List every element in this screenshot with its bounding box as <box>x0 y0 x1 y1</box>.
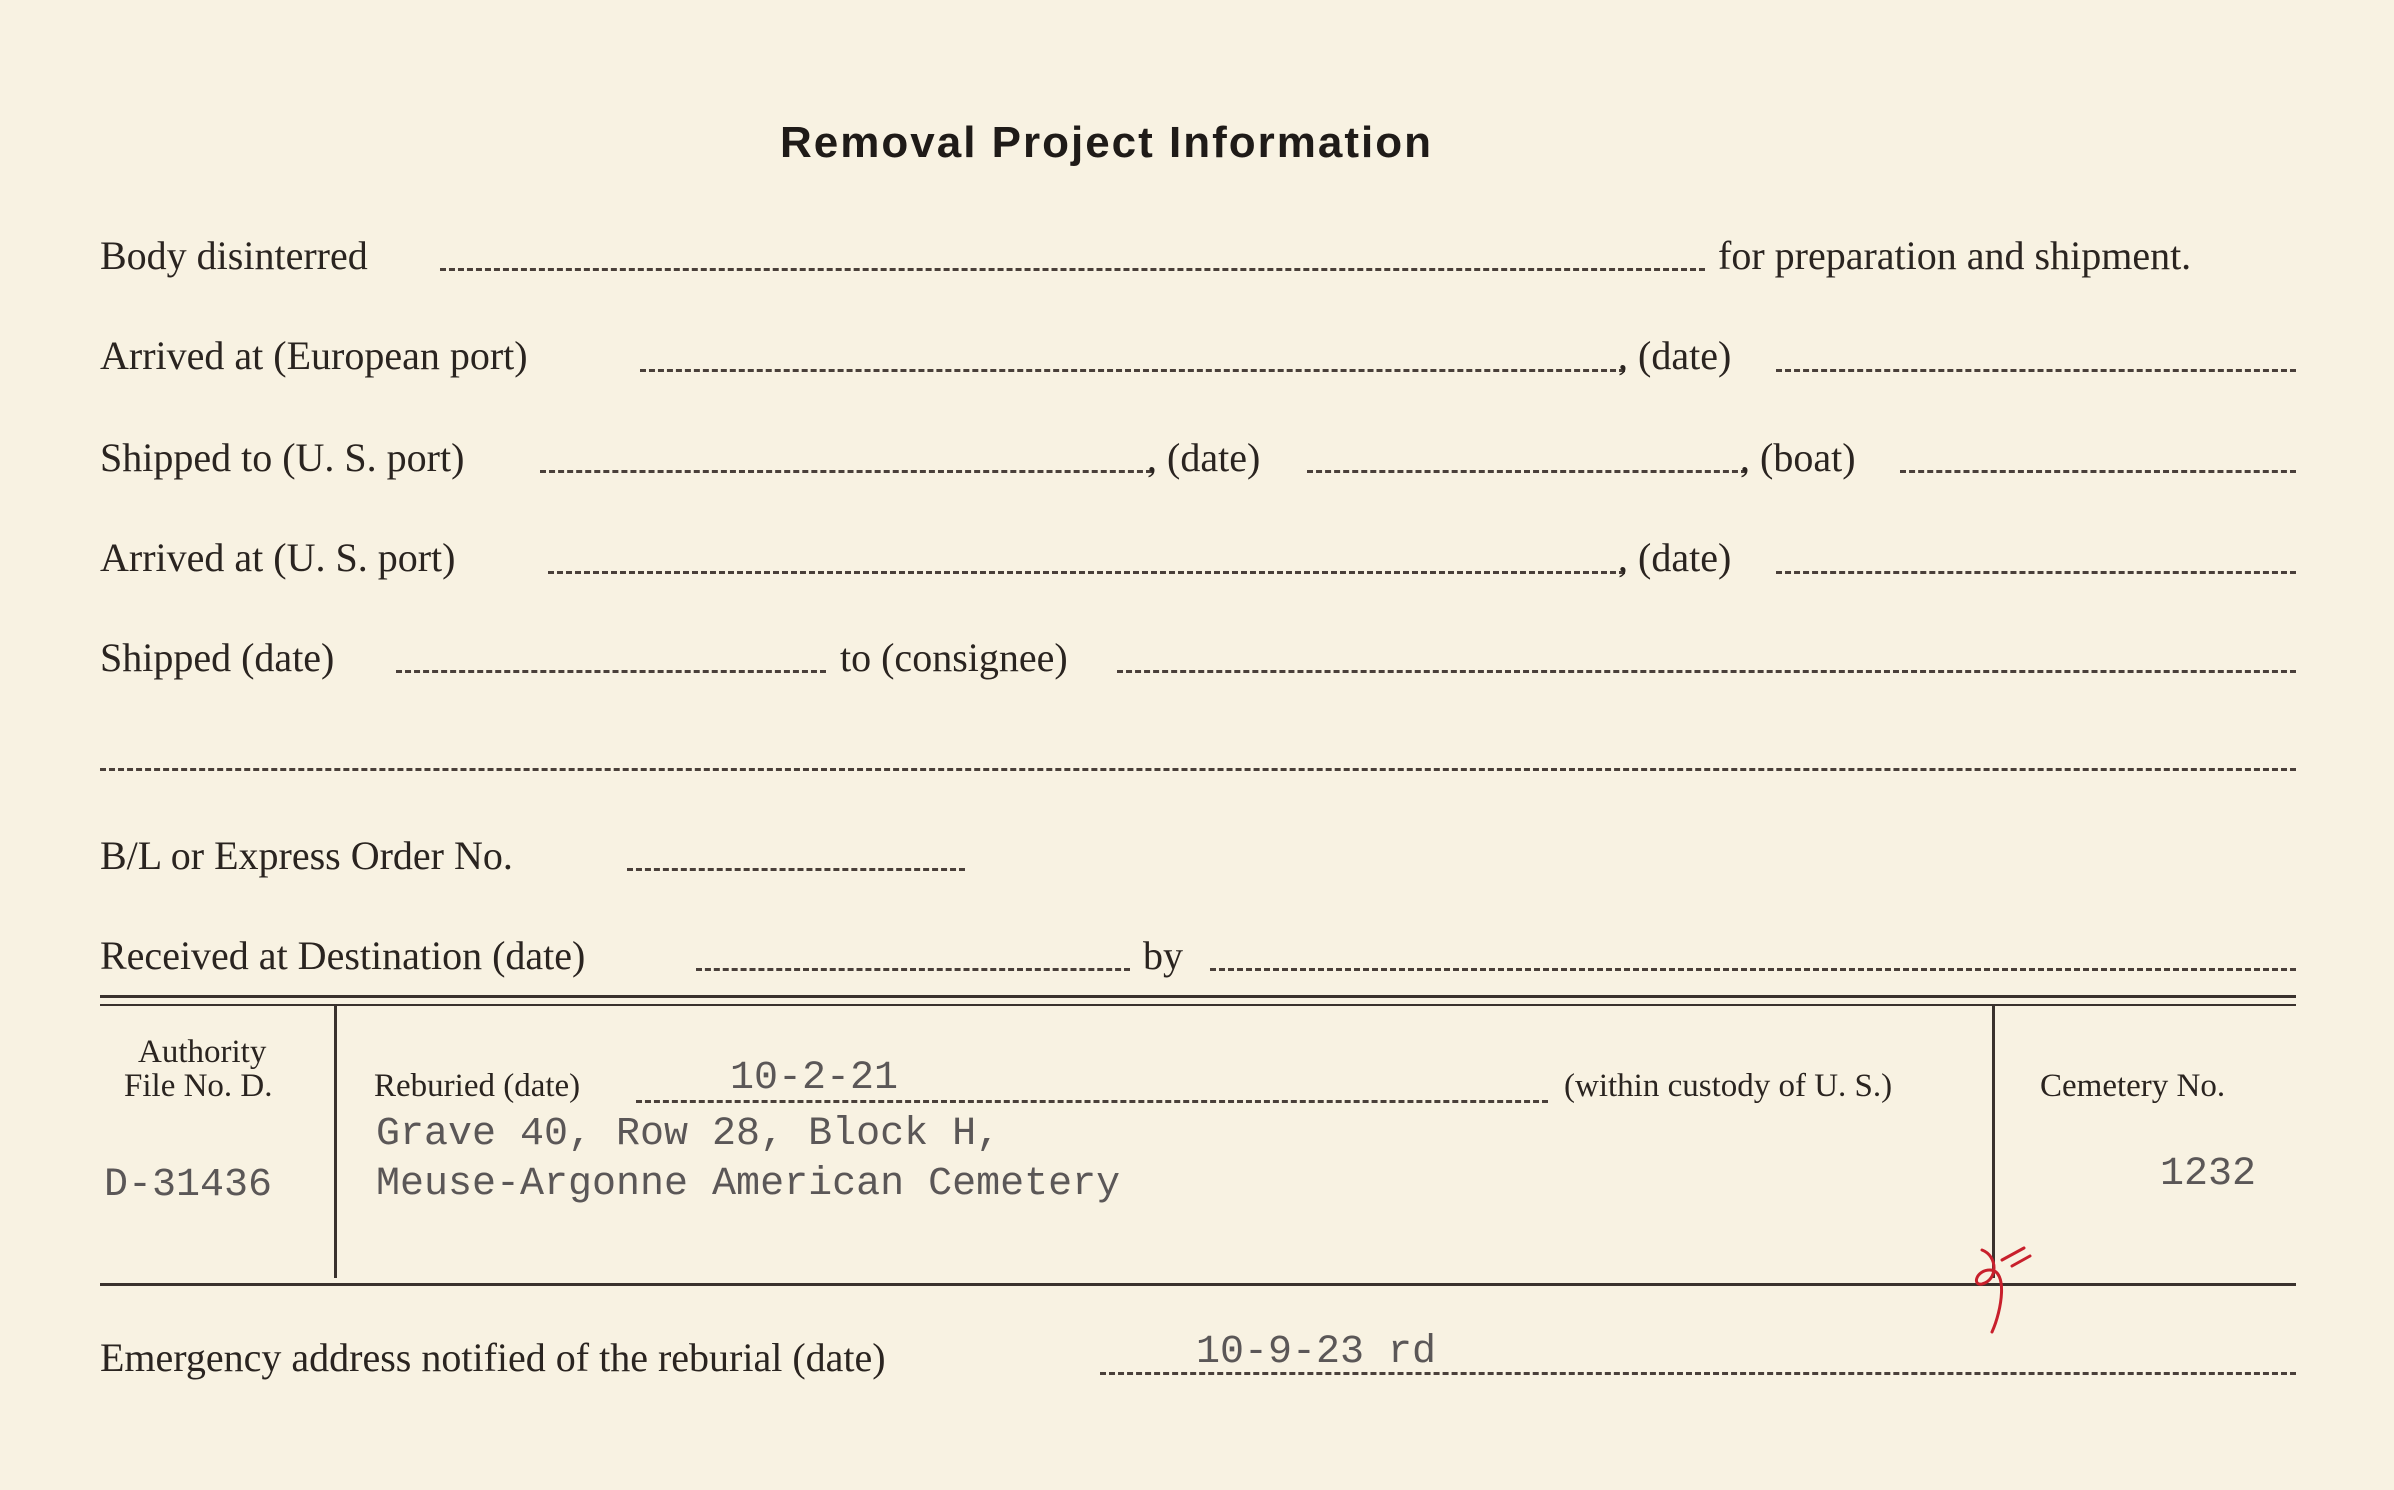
field-us-port <box>540 470 1152 473</box>
field-consignee-continued <box>100 768 2296 771</box>
emergency-date: 10-9-23 rd <box>1196 1330 1437 1375</box>
red-check-mark-icon <box>1968 1240 2038 1340</box>
label-shipped-us-port: Shipped to (U. S. port) <box>100 435 465 480</box>
label-arrived-us-port: Arrived at (U. S. port) <box>100 535 456 580</box>
field-received-by <box>1210 968 2296 971</box>
field-bl-order <box>627 868 965 871</box>
field-consignee <box>1117 670 2296 673</box>
label-for-preparation: for preparation and shipment. <box>1718 233 2192 278</box>
field-body-disinterred <box>440 268 1705 271</box>
cemetery-no-label: Cemetery No. <box>2040 1068 2226 1104</box>
label-boat: , (boat) <box>1740 435 1856 480</box>
box-top-rule-2 <box>100 1004 2296 1006</box>
file-no-label: File No. D. <box>124 1068 273 1104</box>
field-european-port <box>640 369 1625 372</box>
label-arrived-european-port: Arrived at (European port) <box>100 333 528 378</box>
cemetery-name: Meuse-Argonne American Cemetery <box>376 1162 1121 1207</box>
box-top-rule-1 <box>100 995 2296 998</box>
field-date-2 <box>1307 470 1747 473</box>
label-by: by <box>1143 933 1183 978</box>
field-date-1 <box>1776 369 2296 372</box>
label-date-3: , (date) <box>1618 535 1732 580</box>
label-body-disinterred: Body disinterred <box>100 233 368 278</box>
box-divider-left <box>334 1006 337 1278</box>
label-to-consignee: to (consignee) <box>840 635 1068 680</box>
grave-location: Grave 40, Row 28, Block H, <box>376 1112 1001 1157</box>
field-boat <box>1900 470 2296 473</box>
reburied-date: 10-2-21 <box>730 1056 899 1101</box>
box-bottom-rule <box>100 1283 2296 1286</box>
label-emergency-address: Emergency address notified of the reburial (date) <box>100 1335 886 1380</box>
box-divider-right <box>1992 1006 1995 1278</box>
cemetery-number: 1232 <box>2160 1152 2257 1197</box>
label-date-1: , (date) <box>1618 333 1732 378</box>
label-date-2: , (date) <box>1147 435 1261 480</box>
reburied-label: Reburied (date) <box>374 1068 581 1104</box>
field-received-date <box>696 968 1130 971</box>
custody-label: (within custody of U. S.) <box>1564 1068 1893 1104</box>
field-arrived-us-port <box>548 571 1625 574</box>
label-received-destination: Received at Destination (date) <box>100 933 586 978</box>
authority-label: Authority <box>138 1034 267 1070</box>
field-shipped-date <box>396 670 826 673</box>
label-shipped-date: Shipped (date) <box>100 635 335 680</box>
card-title: Removal Project Information <box>780 118 1434 167</box>
field-date-3 <box>1776 571 2296 574</box>
file-number: D-31436 <box>104 1163 273 1208</box>
label-bl-express-order: B/L or Express Order No. <box>100 833 513 878</box>
